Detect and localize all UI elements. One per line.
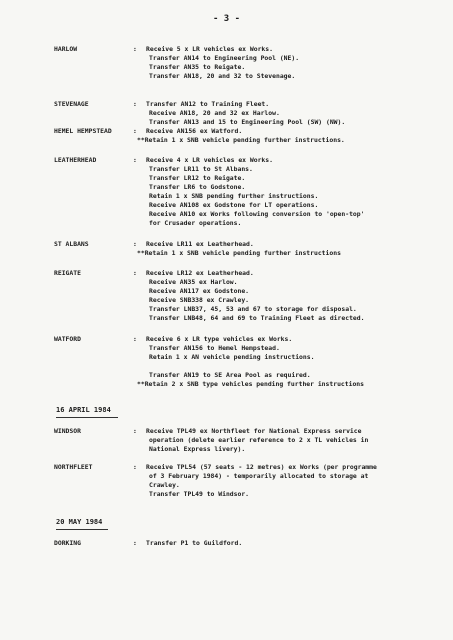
entry-line: Receive TPL49 ex Northfleet for National Express service	[146, 427, 362, 435]
colon: :	[133, 156, 137, 164]
place-name: WATFORD	[54, 335, 81, 343]
entry-line: Receive AN35 ex Harlow.	[149, 278, 238, 286]
date-underline	[56, 417, 118, 418]
entry-line: Crawley.	[149, 481, 180, 489]
entry-line: Receive TPL54 (57 seats - 12 metres) ex Works (per programme	[146, 463, 377, 471]
colon: :	[133, 127, 137, 135]
entry-line: Receive AN10 ex Works following conversion to 'open-top'	[149, 210, 365, 218]
entry-line: Transfer LR12 to Reigate.	[149, 174, 246, 182]
entry-line: Receive LR12 ex Leatherhead.	[146, 269, 254, 277]
entry-line: **Retain 2 x SNB type vehicles pending further instructions	[137, 380, 365, 388]
place-name: ST ALBANS	[54, 240, 89, 248]
entry-line: operation (delete earlier reference to 2 x TL vehicles in	[149, 436, 369, 444]
date-heading: 20 MAY 1984	[56, 518, 103, 526]
entry-line: **Retain 1 x SNB vehicle pending further instructions.	[137, 136, 345, 144]
entry-line: National Express livery).	[149, 445, 246, 453]
entry-line: of 3 February 1984) - temporarily allocated to storage at	[149, 472, 369, 480]
entry-line: for Crusader operations.	[149, 219, 242, 227]
place-name: STEVENAGE	[54, 100, 89, 108]
page-number: - 3 -	[212, 14, 241, 24]
entry-line: Receive 5 x LR vehicles ex Works.	[146, 45, 273, 53]
place-name: HARLOW	[54, 45, 78, 53]
place-name: HEMEL HEMPSTEAD	[54, 127, 112, 135]
entry-line: Receive 6 x LR type vehicles ex Works.	[146, 335, 293, 343]
entry-line: Transfer AN19 to SE Area Pool as required.	[149, 371, 311, 379]
colon: :	[133, 539, 137, 547]
entry-line: Transfer AN13 and 15 to Engineering Pool (SW) (NW).	[149, 118, 346, 126]
date-heading: 16 APRIL 1984	[56, 406, 111, 414]
colon: :	[133, 463, 137, 471]
colon: :	[133, 100, 137, 108]
entry-line: Transfer TPL49 to Windsor.	[149, 490, 250, 498]
colon: :	[133, 269, 137, 277]
entry-line: Transfer AN12 to Training Fleet.	[146, 100, 270, 108]
entry-line: Transfer AN35 to Reigate.	[149, 63, 246, 71]
place-name: NORTHFLEET	[54, 463, 93, 471]
place-name: REIGATE	[54, 269, 81, 277]
place-name: WINDSOR	[54, 427, 81, 435]
entry-line: Transfer LR11 to St Albans.	[149, 165, 253, 173]
entry-line: Receive AN108 ex Godstone for LT operations.	[149, 201, 319, 209]
place-name: DORKING	[54, 539, 81, 547]
entry-line: Receive 4 x LR vehicles ex Works.	[146, 156, 273, 164]
entry-line: Receive SNB338 ex Crawley.	[149, 296, 250, 304]
entry-line: Transfer AN156 to Hemel Hempstead.	[149, 344, 280, 352]
entry-line: Transfer AN14 to Engineering Pool (NE).	[149, 54, 300, 62]
colon: :	[133, 335, 137, 343]
entry-line: Receive AN18, 20 and 32 ex Harlow.	[149, 109, 280, 117]
entry-line: Transfer AN18, 20 and 32 to Stevenage.	[149, 72, 296, 80]
entry-line: Receive AN117 ex Godstone.	[149, 287, 250, 295]
colon: :	[133, 240, 137, 248]
entry-line: Transfer LNB48, 64 and 69 to Training Fleet as directed.	[149, 314, 365, 322]
entry-line: Retain 1 x AN vehicle pending instructions.	[149, 353, 315, 361]
entry-line: Retain 1 x SNB pending further instructions.	[149, 192, 319, 200]
colon: :	[133, 427, 137, 435]
entry-line: Receive AN156 ex Watford.	[146, 127, 243, 135]
entry-line: **Retain 1 x SNB vehicle pending further instructions	[137, 249, 341, 257]
entry-line: Transfer LR6 to Godstone.	[149, 183, 246, 191]
place-name: LEATHERHEAD	[54, 156, 97, 164]
entry-line: Receive LR11 ex Leatherhead.	[146, 240, 254, 248]
entry-line: Transfer LNB37, 45, 53 and 67 to storage for disposal.	[149, 305, 357, 313]
colon: :	[133, 45, 137, 53]
date-underline	[56, 529, 108, 530]
entry-line: Transfer P1 to Guildford.	[146, 539, 243, 547]
